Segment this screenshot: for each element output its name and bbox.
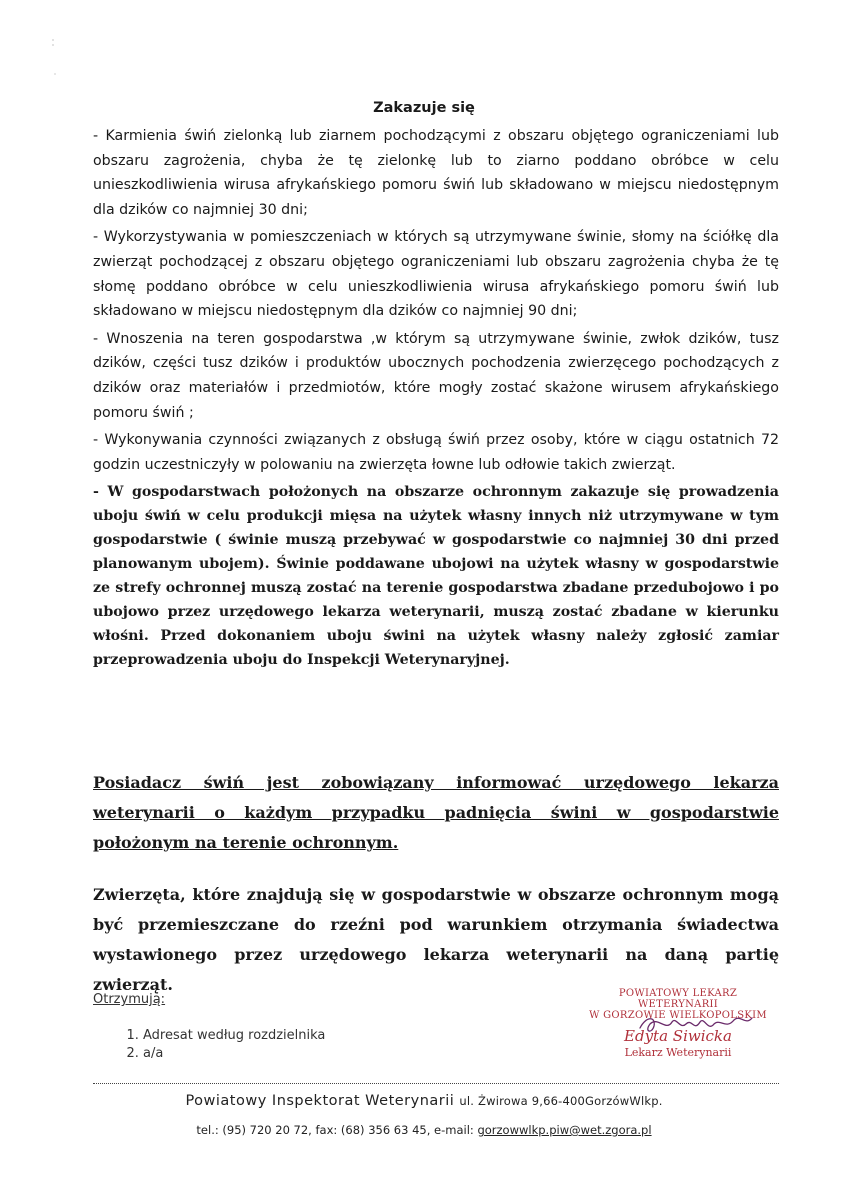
recipient-item: 1. Adresat według rozdzielnika bbox=[143, 1027, 325, 1045]
recipients-block bbox=[93, 992, 325, 1063]
footer-contact-line bbox=[0, 1123, 848, 1137]
prohibition-item: - Karmienia świń zielonką lub ziarnem pochodzącymi z obszaru objętego ograniczeniami lub obszaru zagrożenia, chyba że tę zielonkę lub to ziarno poddano obróbce w celu unieszkodliwienia wirusa afrykańskiego pomoru świń lub składowano w miejscu niedostępnym dla dzików co najmniej 30 dni; bbox=[93, 128, 779, 218]
email-label: e-mail: bbox=[434, 1123, 474, 1137]
stamp-office-line: POWIATOWY LEKARZ WETERYNARII bbox=[618, 988, 738, 1010]
institution-address: ul. Żwirowa 9,66-400GorzówWlkp. bbox=[459, 1094, 663, 1108]
animals-paragraph: Zwierzęta, które znajdują się w gospodarstwie w obszarze ochronnym mogą być przemieszczane do rzeźni pod warunkiem otrzymania świadectwa wystawionego przez urzędowego lekarza weterynarii na daną partię zwierząt. bbox=[93, 885, 779, 994]
section-title: Zakazuje się bbox=[373, 100, 475, 116]
scan-marks bbox=[50, 38, 56, 78]
prohibition-item: - Wykorzystywania w pomieszczeniach w których są utrzymywane świnie, słomy na ściółkę dla zwierząt pochodzącej z obszaru objętego ograniczeniami lub obszaru zagrożenia chyba że tę słomę poddano obróbce w celu unieszkodliwienia wirusa afrykańskiego pomoru świń lub składowano w miejscu niedostępnym dla dzików co najmniej 90 dni; bbox=[93, 229, 779, 320]
email-link[interactable]: gorzowwlkp.piw@wet.zgora.pl bbox=[477, 1123, 652, 1137]
stamp-office-line: W GORZOWIE WIELKOPOLSKIM bbox=[589, 1010, 767, 1021]
recipients-heading: Otrzymują: bbox=[93, 992, 166, 1007]
stamp-name: Edyta Siwicka bbox=[624, 1027, 732, 1045]
footer-institution-line bbox=[0, 1093, 848, 1109]
prohibition-item: - Wykonywania czynności związanych z obsługą świń przez osoby, które w ciągu ostatnich 72 godzin uczestniczyły w polowaniu na zwierzęta łowne lub odłowie takich zwierząt. bbox=[93, 432, 779, 473]
phone-number: tel.: (95) 720 20 72, bbox=[196, 1123, 312, 1137]
owner-notice: Posiadacz świń jest zobowiązany informować urzędowego lekarza weterynarii o każdym przypadku padnięcia świni w gospodarstwie położonym na terenie ochronnym. bbox=[93, 773, 779, 852]
footer-divider bbox=[93, 1083, 779, 1084]
recipient-item: 2. a/a bbox=[143, 1045, 325, 1063]
recipients-list bbox=[93, 1027, 325, 1063]
prohibitions-list bbox=[93, 124, 779, 675]
fax-number: fax: (68) 356 63 45, bbox=[315, 1123, 431, 1137]
prohibition-item: - Wnoszenia na teren gospodarstwa ,w którym są utrzymywane świnie, zwłok dzików, tusz dzików, części tusz dzików i produktów ubocznych pochodzenia zwierzęcego pochodzących z dzików oraz materiałów i przedmiotów, które mogły zostać skażone wirusem afrykańskiego pomoru świń ; bbox=[93, 330, 779, 421]
slaughter-paragraph: - W gospodarstwach położonych na obszarze ochronnym zakazuje się prowadzenia uboju świń w celu produkcji mięsa na użytek własny innych niż utrzymywane w tym gospodarstwie ( świnie muszą przebywać w gospodarstwie co najmniej 30 dni przed planowanym ubojem). Świnie poddawane ubojowi na użytek własny w gospodarstwie ze strefy ochronnej muszą zostać na terenie gospodarstwa zbadane przedubojowo i po ubojowo przez urzędowego lekarza weterynarii, muszą zostać zbadane w kierunku włośni. Przed dokonaniem uboju świni na użytek własny należy zgłosić zamiar przeprowadzenia uboju do Inspekcji Weterynaryjnej. bbox=[93, 484, 779, 669]
institution-name: Powiatowy Inspektorat Weterynarii bbox=[185, 1093, 455, 1109]
stamp-role: Lekarz Weterynarii bbox=[624, 1046, 732, 1059]
handwritten-signature bbox=[636, 1010, 756, 1040]
